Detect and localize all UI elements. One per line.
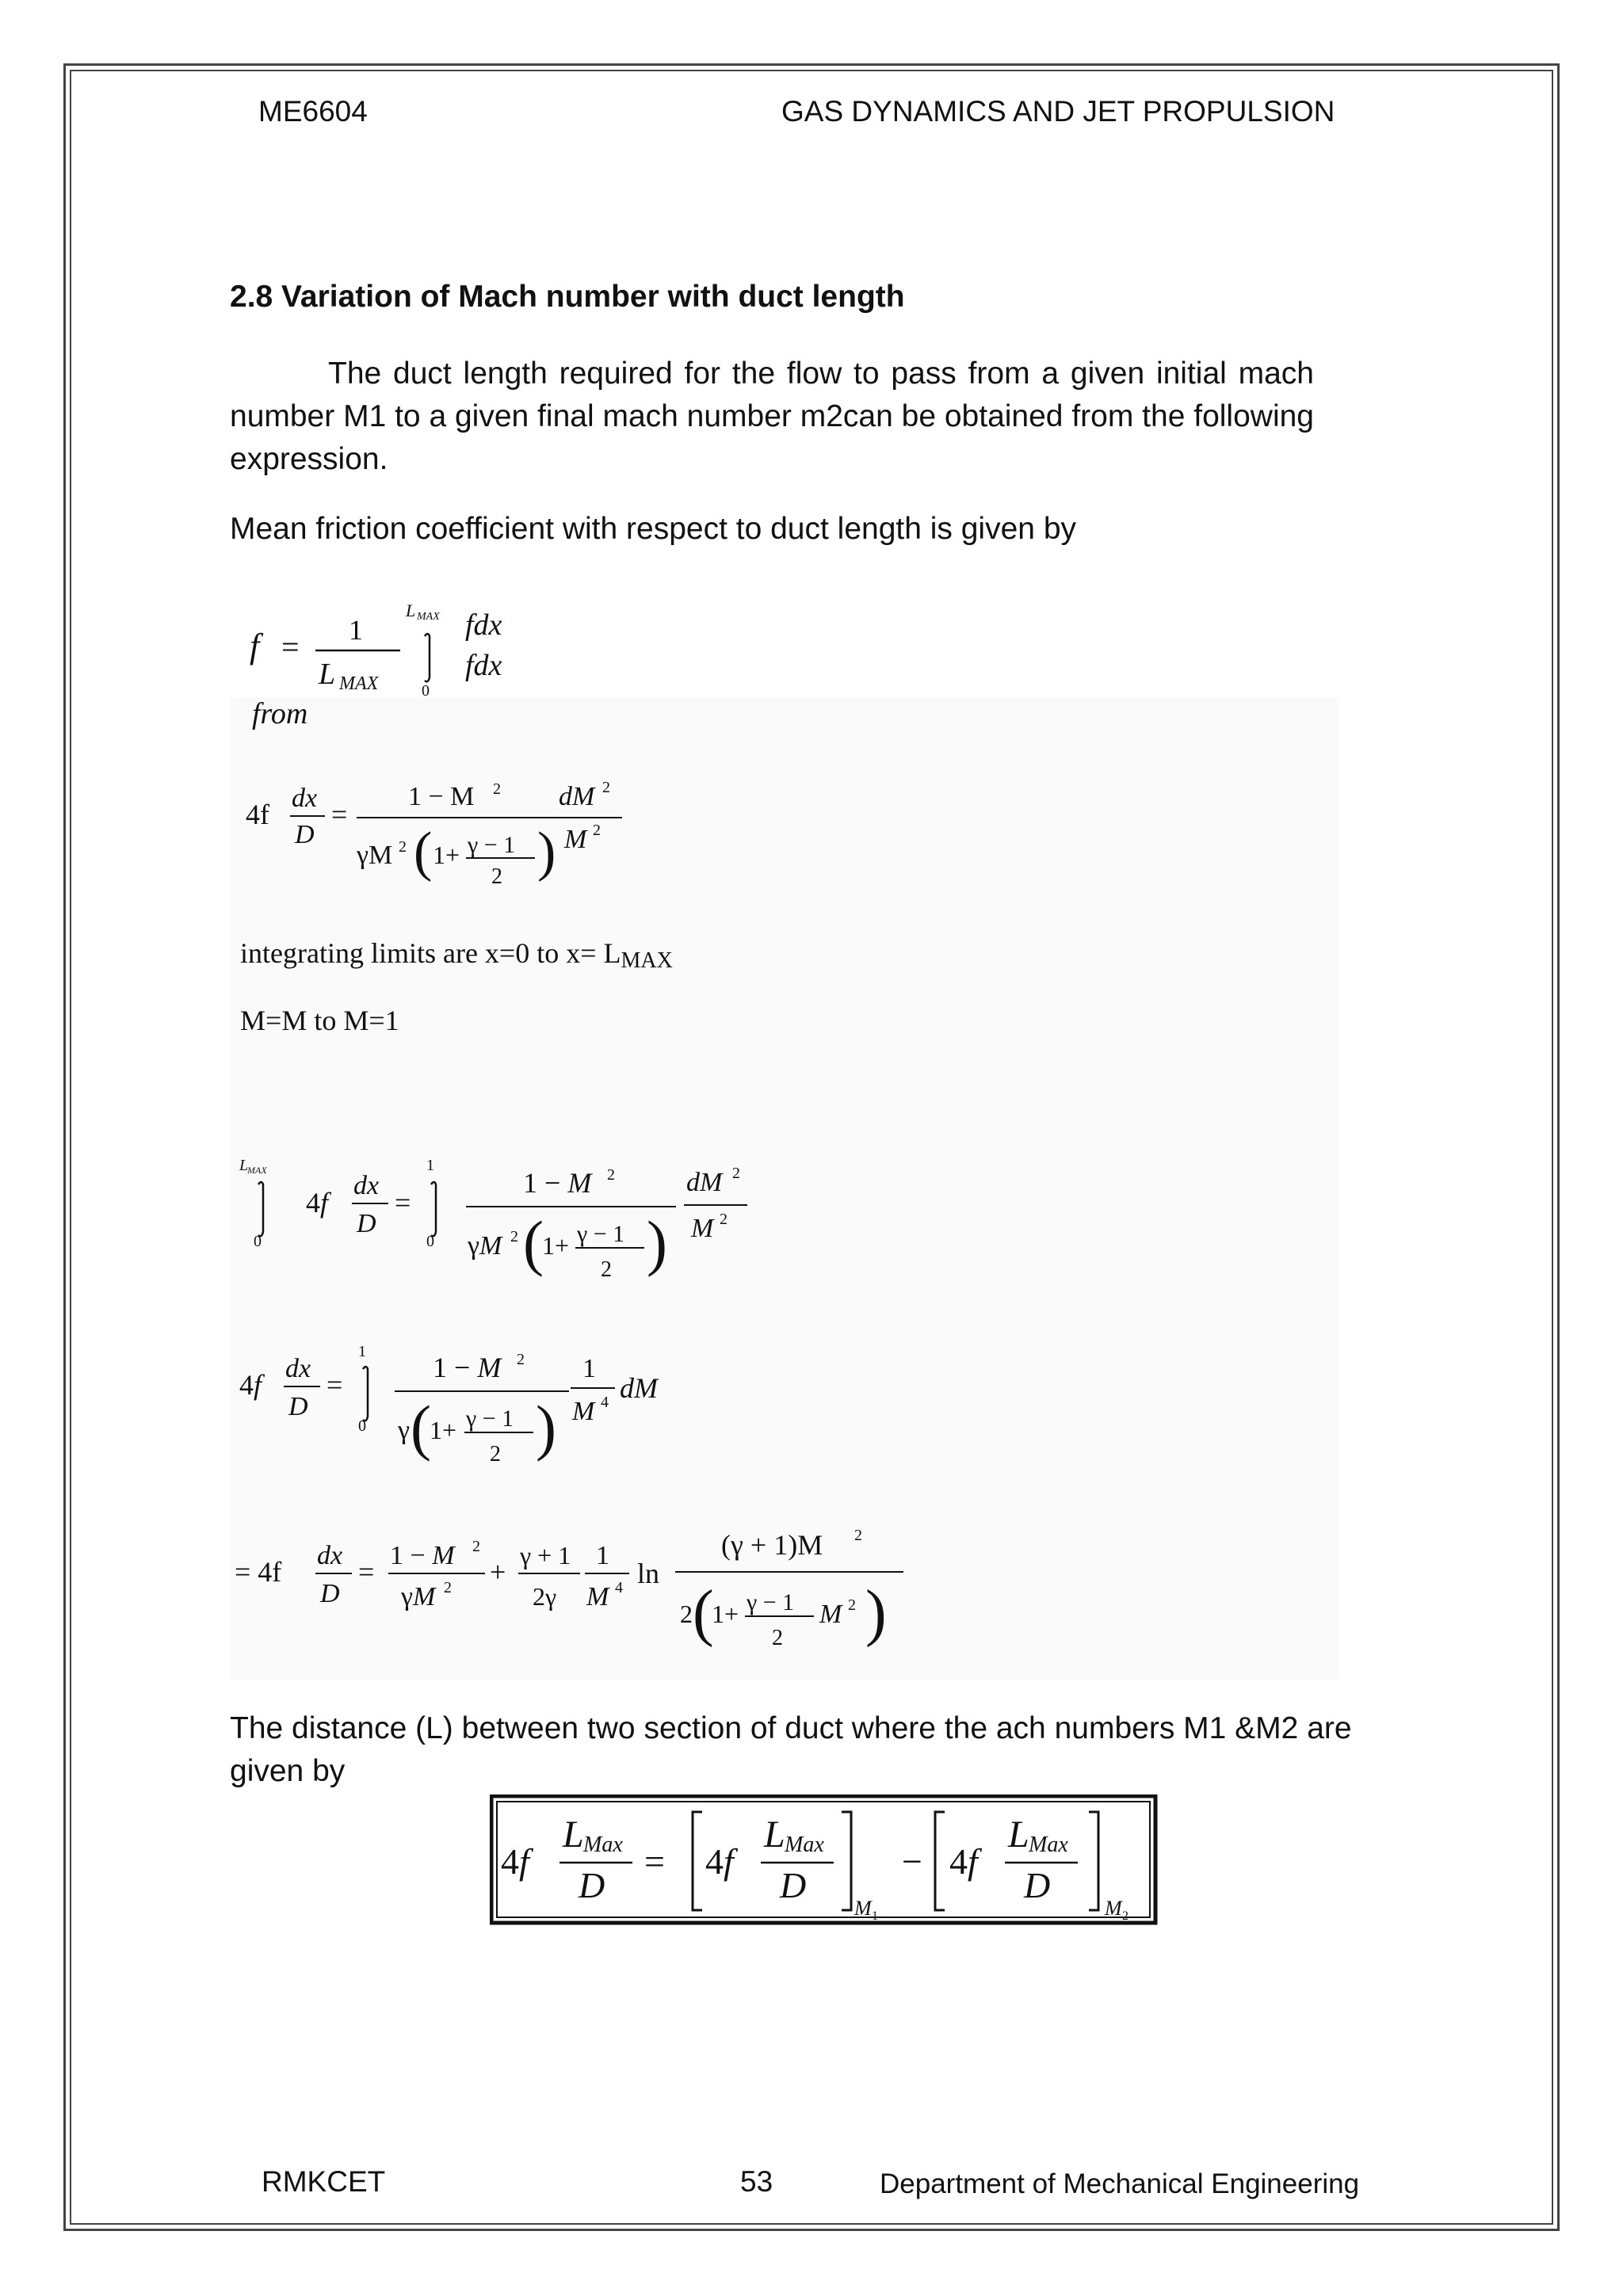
svg-text:γ − 1: γ − 1: [747, 1589, 795, 1615]
svg-text:1: 1: [582, 1354, 596, 1383]
svg-text:L: L: [563, 1814, 584, 1855]
equation-2: [236, 1153, 775, 1315]
svg-text:−: −: [902, 1841, 922, 1882]
svg-text:1+: 1+: [430, 1416, 457, 1444]
svg-text:ln: ln: [637, 1558, 660, 1589]
svg-text:): ): [536, 1393, 556, 1462]
footer-institution: RMKCET: [262, 2165, 386, 2198]
intro-paragraph: The duct length required for the flow to pass from a given initial mach number M1 to a given final mach number m2can be obtained from the following expression.: [230, 357, 1314, 476]
svg-text:M: M: [691, 1214, 714, 1243]
svg-text:2: 2: [399, 838, 407, 856]
eq1-g1: γ − 1: [468, 832, 516, 858]
page-number: 53: [740, 2165, 773, 2198]
eq-one: 1: [349, 614, 363, 646]
svg-text:γ − 1: γ − 1: [466, 1405, 514, 1432]
svg-text:=: =: [644, 1841, 665, 1882]
svg-text:γ + 1: γ + 1: [520, 1541, 571, 1569]
svg-text:dM: dM: [620, 1372, 658, 1404]
eq-lmax-sub: MAX: [339, 673, 379, 694]
svg-text:γM: γM: [468, 1231, 502, 1261]
svg-text:0: 0: [358, 1417, 366, 1435]
mach-limits: M=M to M=1: [240, 1005, 399, 1036]
fdx-top: fdx: [465, 608, 502, 642]
svg-text:1: 1: [596, 1541, 609, 1570]
course-title: GAS DYNAMICS AND JET PROPULSION: [781, 95, 1335, 128]
svg-text:2: 2: [848, 1596, 856, 1614]
eq1-gM: γM: [357, 841, 393, 870]
svg-text:(γ + 1)M: (γ + 1)M: [721, 1529, 823, 1561]
eq1-M: M: [564, 825, 587, 854]
svg-text:M: M: [1105, 1897, 1122, 1920]
svg-text:dM: dM: [686, 1168, 723, 1197]
svg-text:2: 2: [601, 1257, 612, 1282]
svg-text:4: 4: [601, 1394, 609, 1411]
svg-text:2: 2: [444, 1579, 452, 1596]
svg-text:γM: γM: [401, 1582, 436, 1611]
svg-text:γ: γ: [398, 1416, 411, 1445]
boxed-equation: [490, 1794, 1159, 1933]
svg-text:2: 2: [593, 822, 601, 839]
mean-friction-sentence: Mean friction coefficient with respect to duct length is given by: [230, 512, 1077, 546]
course-code: ME6604: [258, 95, 368, 128]
svg-text:1+: 1+: [542, 1231, 570, 1260]
svg-text:dx: dx: [317, 1541, 343, 1570]
int-upper-sub: MAX: [417, 611, 440, 623]
svg-text:(: (: [523, 1208, 544, 1277]
svg-text:2: 2: [602, 779, 610, 796]
svg-text:2: 2: [680, 1600, 693, 1628]
svg-text:4f: 4f: [949, 1841, 978, 1882]
svg-text:): ): [865, 1578, 887, 1648]
fdx-bottom: fdx: [465, 649, 502, 682]
eq-lmax: L: [319, 658, 336, 691]
eq1-num: 1 − M: [408, 782, 475, 811]
svg-text:L: L: [1008, 1814, 1029, 1855]
eq1-4f: 4f: [246, 799, 269, 830]
svg-text:1 − M: 1 − M: [523, 1167, 592, 1199]
svg-text:): ): [537, 822, 556, 883]
svg-text:= 4f: = 4f: [235, 1556, 282, 1588]
svg-text:1 − M: 1 − M: [433, 1352, 502, 1383]
svg-text:Max: Max: [1029, 1833, 1068, 1857]
equation-4: [231, 1520, 929, 1682]
eq1-one-plus: 1+: [433, 841, 460, 869]
eq1-D: D: [295, 820, 315, 849]
svg-text:Max: Max: [785, 1833, 824, 1857]
svg-text:=: =: [395, 1187, 411, 1219]
svg-text:4f: 4f: [239, 1369, 262, 1401]
svg-text:2: 2: [854, 1527, 862, 1544]
svg-text:D: D: [1024, 1865, 1051, 1905]
svg-text:1 − M: 1 − M: [390, 1541, 455, 1570]
int-lower: 0: [422, 682, 430, 700]
svg-text:2: 2: [517, 1351, 525, 1368]
svg-text:(: (: [693, 1578, 714, 1648]
svg-text:(: (: [411, 1393, 431, 1462]
svg-text:D: D: [579, 1865, 605, 1905]
from-text: from: [252, 697, 308, 730]
eq-symbol: f: [250, 627, 260, 666]
equation-1: [238, 776, 650, 915]
svg-text:4f: 4f: [705, 1841, 734, 1882]
svg-text:2: 2: [1122, 1909, 1128, 1923]
svg-text:M: M: [819, 1600, 842, 1629]
svg-text:=: =: [331, 799, 348, 830]
int-upper: L: [406, 601, 416, 620]
eq1-dM: dM: [559, 782, 595, 811]
eq1-two: 2: [491, 864, 502, 889]
svg-text:D: D: [780, 1865, 807, 1905]
svg-text:MAX: MAX: [247, 1165, 267, 1176]
svg-text:2: 2: [732, 1165, 740, 1182]
svg-text:1: 1: [426, 1157, 434, 1174]
svg-text:γ − 1: γ − 1: [577, 1221, 625, 1247]
svg-text:=: =: [358, 1556, 375, 1588]
svg-text:0: 0: [254, 1233, 262, 1250]
eq-equals: =: [281, 629, 300, 665]
svg-text:): ): [647, 1208, 667, 1277]
equation-3: [236, 1339, 727, 1493]
svg-text:2: 2: [607, 1166, 615, 1184]
svg-text:M: M: [572, 1397, 595, 1426]
integrating-limits: integrating limits are x=0 to x= LMAX: [240, 937, 673, 973]
svg-text:M: M: [586, 1582, 609, 1611]
svg-text:2γ: 2γ: [533, 1582, 557, 1611]
eq1-sq: 2: [493, 780, 501, 798]
svg-text:M: M: [854, 1897, 872, 1920]
svg-text:4: 4: [615, 1579, 623, 1596]
svg-text:D: D: [357, 1209, 376, 1238]
svg-text:L: L: [764, 1814, 785, 1855]
svg-text:2: 2: [472, 1538, 480, 1555]
svg-text:2: 2: [772, 1626, 783, 1650]
svg-text:+: +: [490, 1556, 506, 1588]
svg-text:0: 0: [426, 1233, 434, 1250]
svg-text:2: 2: [510, 1228, 518, 1245]
svg-text:D: D: [288, 1392, 308, 1421]
svg-text:1: 1: [872, 1909, 878, 1923]
svg-text:dx: dx: [285, 1354, 311, 1383]
eq1-dx: dx: [292, 784, 318, 813]
svg-text:4f: 4f: [306, 1187, 329, 1219]
svg-text:1+: 1+: [712, 1600, 739, 1628]
svg-text:Max: Max: [583, 1833, 623, 1857]
svg-text:=: =: [327, 1369, 343, 1401]
svg-text:2: 2: [720, 1211, 727, 1228]
svg-text:1: 1: [358, 1343, 366, 1360]
svg-text:2: 2: [490, 1442, 501, 1466]
distance-sentence: The distance (L) between two section of duct where the ach numbers M1 &M2 are given by: [230, 1711, 1352, 1788]
svg-text:(: (: [414, 822, 433, 883]
footer-department: Department of Mechanical Engineering: [880, 2168, 1360, 2199]
svg-text:D: D: [320, 1579, 340, 1608]
mean-friction-equation: [238, 598, 571, 761]
svg-text:dx: dx: [353, 1171, 380, 1200]
section-title: 2.8 Variation of Mach number with duct length: [230, 280, 905, 314]
svg-text:4f: 4f: [501, 1841, 529, 1882]
svg-text:L: L: [239, 1157, 249, 1174]
